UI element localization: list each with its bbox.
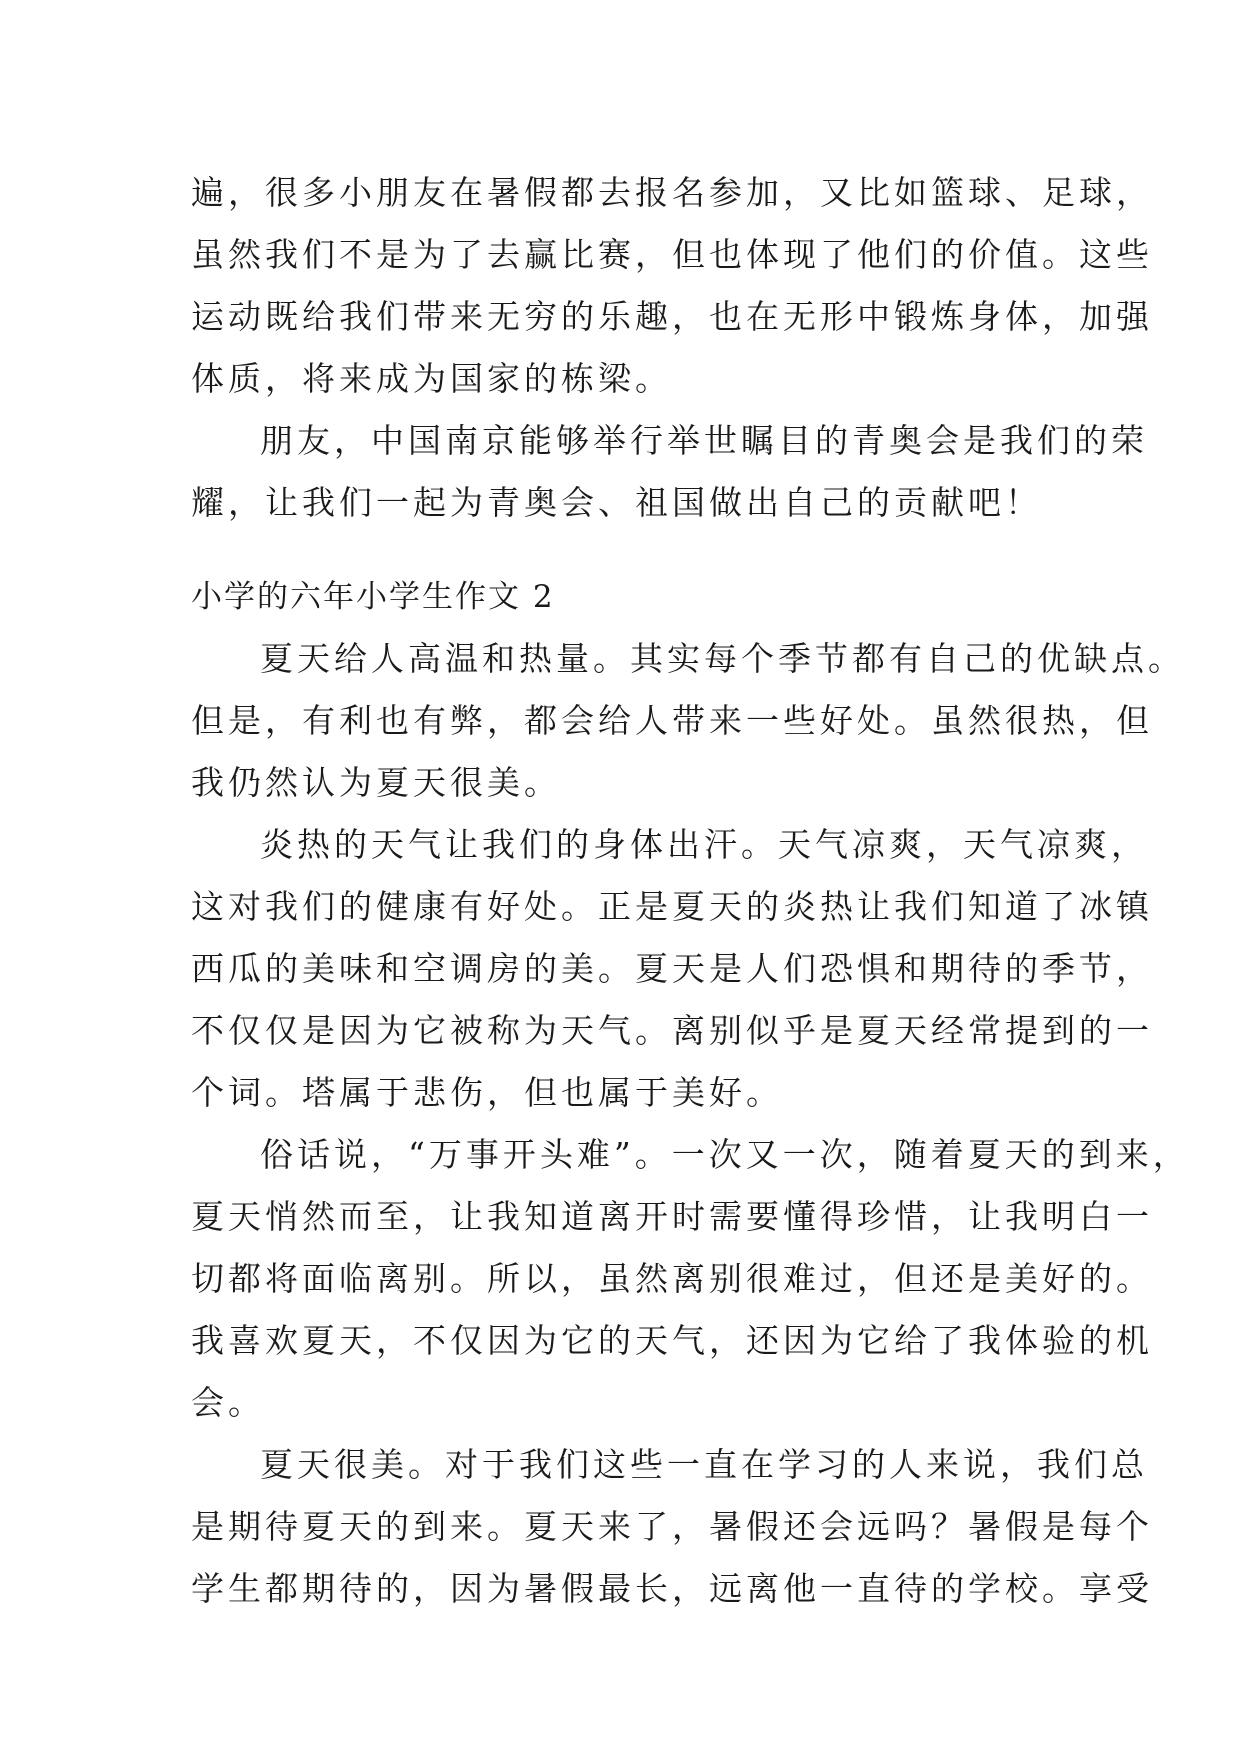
text-line: 学生都期待的，因为暑假最长，远离他一直待的学校。享受: [191, 1569, 1153, 1608]
text-line: 会。: [191, 1383, 265, 1422]
text-line: 夏天很美。对于我们这些一直在学习的人来说，我们总: [260, 1445, 1148, 1484]
text-line: 虽然我们不是为了去赢比赛，但也体现了他们的价值。这些: [191, 235, 1153, 274]
text-line: 夏天给人高温和热量。其实每个季节都有自己的优缺点。: [260, 639, 1185, 678]
text-line: 这对我们的健康有好处。正是夏天的炎热让我们知道了冰镇: [191, 887, 1153, 926]
text-line: 西瓜的美味和空调房的美。夏天是人们恐惧和期待的季节，: [191, 949, 1153, 988]
text-line: 体质，将来成为国家的栋梁。: [191, 359, 672, 398]
paragraph: [191, 1434, 1153, 1620]
paragraph: [191, 162, 1153, 410]
text-line: 遍，很多小朋友在暑假都去报名参加，又比如篮球、足球，: [191, 173, 1153, 212]
text-line: 个词。塔属于悲伤，但也属于美好。: [191, 1073, 783, 1112]
text-line: 朋友，中国南京能够举行举世瞩目的青奥会是我们的荣: [260, 421, 1148, 460]
text-line: 炎热的天气让我们的身体出汗。天气凉爽，天气凉爽，: [260, 825, 1148, 864]
text-line: 切都将面临离别。所以，虽然离别很难过，但还是美好的。: [191, 1259, 1153, 1298]
text-line: 夏天悄然而至，让我知道离开时需要懂得珍惜，让我明白一: [191, 1197, 1153, 1236]
paragraph: [191, 1124, 1190, 1434]
text-line: 俗话说，“万事开头难”。一次又一次，随着夏天的到来，: [260, 1135, 1190, 1174]
text-line: 运动既给我们带来无穷的乐趣，也在无形中锻炼身体，加强: [191, 297, 1153, 336]
paragraph: [191, 628, 1185, 814]
text-line: 耀，让我们一起为青奥会、祖国做出自己的贡献吧！: [191, 483, 1042, 522]
paragraph: [191, 814, 1153, 1124]
section-gap: [191, 534, 1051, 566]
section-title: 小学的六年小学生作文 2: [191, 579, 555, 615]
text-line: 我喜欢夏天，不仅因为它的天气，还因为它给了我体验的机: [191, 1321, 1153, 1360]
text-line: 我仍然认为夏天很美。: [191, 763, 561, 802]
paragraph: [191, 410, 1148, 534]
text-line: 但是，有利也有弊，都会给人带来一些好处。虽然很热，但: [191, 701, 1153, 740]
text-line: 是期待夏天的到来。夏天来了，暑假还会远吗？暑假是每个: [191, 1507, 1153, 1546]
text-line: 不仅仅是因为它被称为天气。离别似乎是夏天经常提到的一: [191, 1011, 1153, 1050]
document-body: [191, 162, 1190, 1620]
